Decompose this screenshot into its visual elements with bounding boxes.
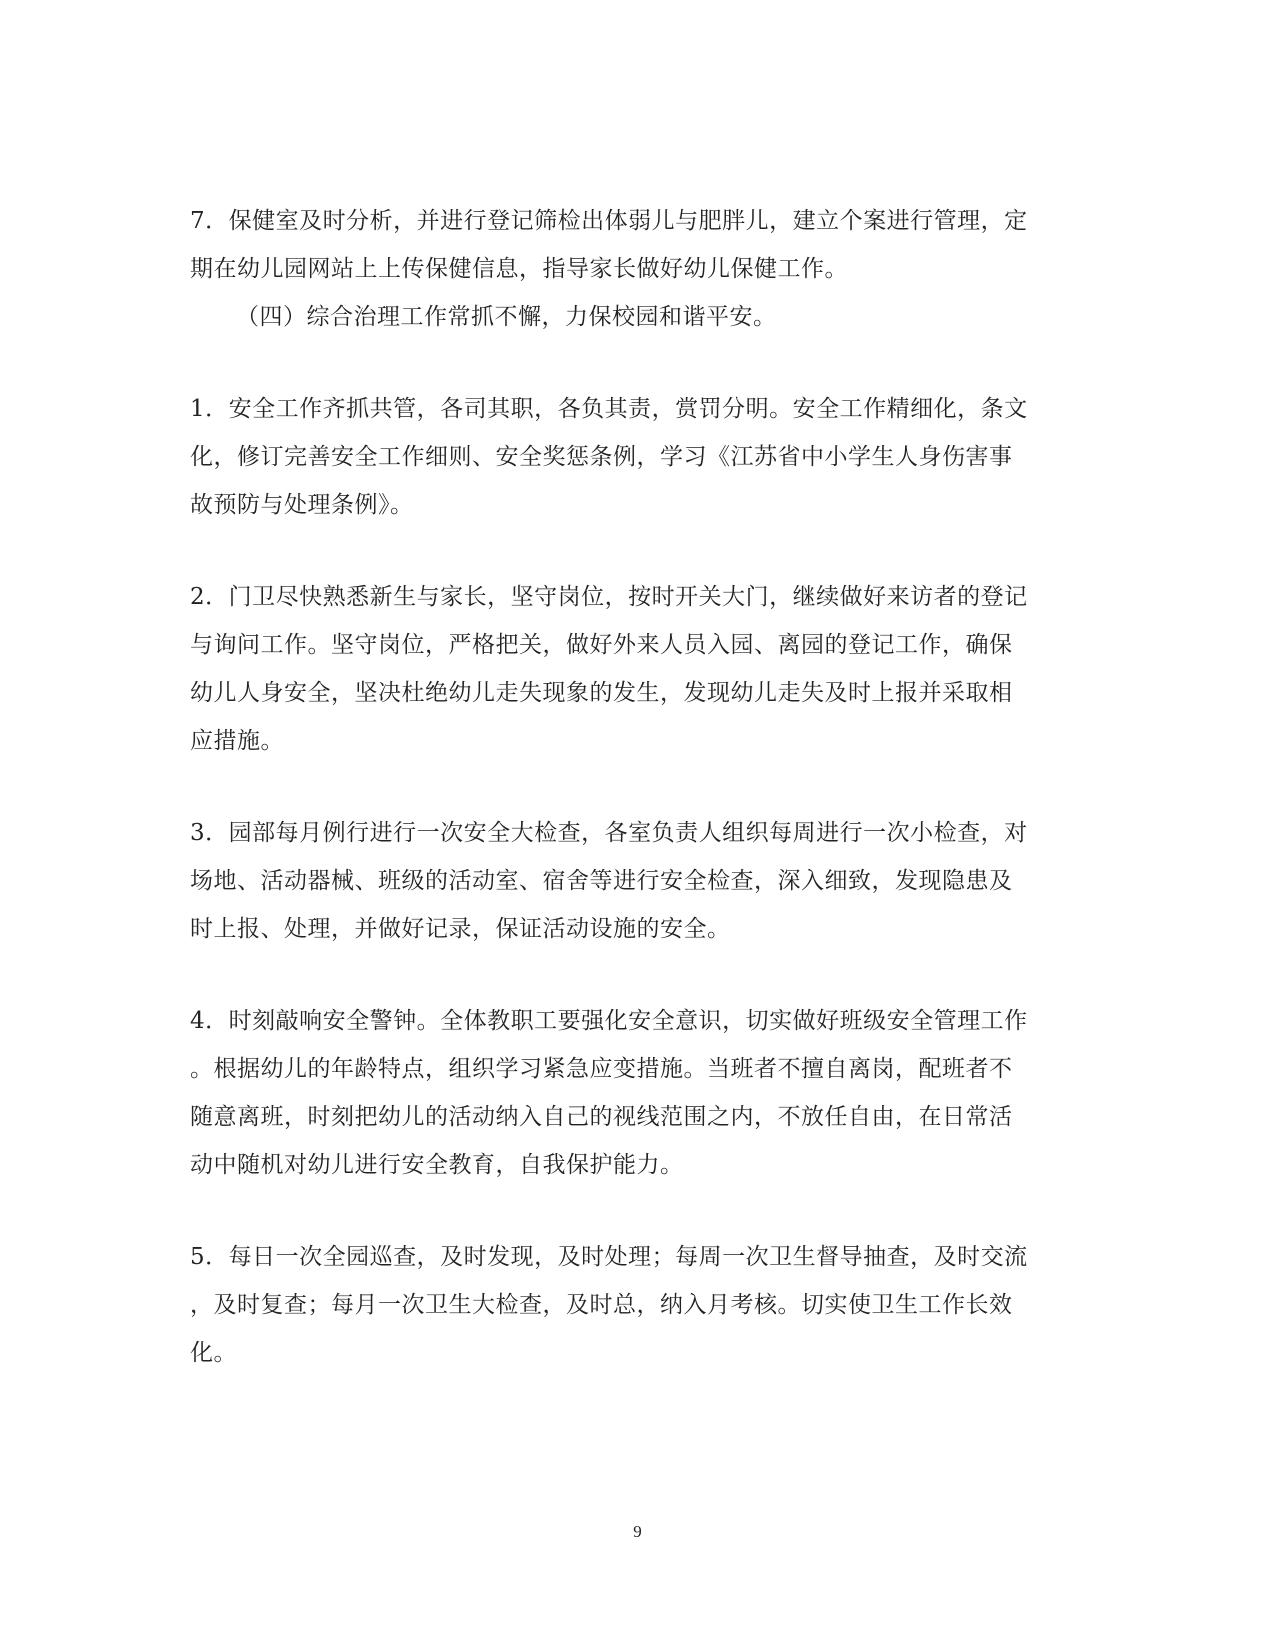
paragraph-3-line-1: 3．园部每月例行进行一次安全大检查，各室负责人组织每周进行一次小检查，对 (190, 820, 1028, 846)
paragraph-4-line-4: 动中随机对幼儿进行安全教育，自我保护能力。 (190, 1152, 684, 1178)
paragraph-1-line-1: 1．安全工作齐抓共管，各司其职，各负其责，赏罚分明。安全工作精细化，条文 (190, 396, 1028, 422)
paragraph-3-line-3: 时上报、处理，并做好记录，保证活动设施的安全。 (190, 916, 731, 942)
paragraph-2-line-4: 应措施。 (190, 728, 284, 754)
paragraph-2-line-2: 与询问工作。坚守岗位，严格把关，做好外来人员入园、离园的登记工作，确保 (190, 632, 1013, 658)
paragraph-4-line-2: 。根据幼儿的年龄特点，组织学习紧急应变措施。当班者不擅自离岗，配班者不 (190, 1056, 1013, 1082)
paragraph-7-line-2: 期在幼儿园网站上上传保健信息，指导家长做好幼儿保健工作。 (190, 256, 848, 282)
section-heading-4: （四）综合治理工作常抓不懈，力保校园和谐平安。 (236, 304, 777, 330)
paragraph-5-line-1: 5．每日一次全园巡查，及时发现，及时处理；每周一次卫生督导抽查，及时交流 (190, 1244, 1028, 1270)
page-number: 9 (633, 1522, 642, 1541)
paragraph-4-line-3: 随意离班，时刻把幼儿的活动纳入自己的视线范围之内，不放任自由，在日常活 (190, 1104, 1013, 1130)
paragraph-2-line-3: 幼儿人身安全，坚决杜绝幼儿走失现象的发生，发现幼儿走失及时上报并采取相 (190, 680, 1013, 706)
paragraph-5-line-2: ，及时复查；每月一次卫生大检查，及时总，纳入月考核。切实使卫生工作长效 (190, 1292, 1013, 1318)
paragraph-1-line-3: 故预防与处理条例》。 (190, 492, 414, 518)
paragraph-7-line-1: 7．保健室及时分析，并进行登记筛检出体弱儿与肥胖儿，建立个案进行管理，定 (190, 208, 1028, 234)
paragraph-2-line-1: 2．门卫尽快熟悉新生与家长，坚守岗位，按时开关大门，继续做好来访者的登记 (190, 584, 1028, 610)
paragraph-5-line-3: 化。 (190, 1340, 237, 1366)
paragraph-3-line-2: 场地、活动器械、班级的活动室、宿舍等进行安全检查，深入细致，发现隐患及 (190, 868, 1013, 894)
paragraph-4-line-1: 4．时刻敲响安全警钟。全体教职工要强化安全意识，切实做好班级安全管理工作 (190, 1008, 1028, 1034)
paragraph-1-line-2: 化，修订完善安全工作细则、安全奖惩条例，学习《江苏省中小学生人身伤害事 (190, 444, 1013, 470)
